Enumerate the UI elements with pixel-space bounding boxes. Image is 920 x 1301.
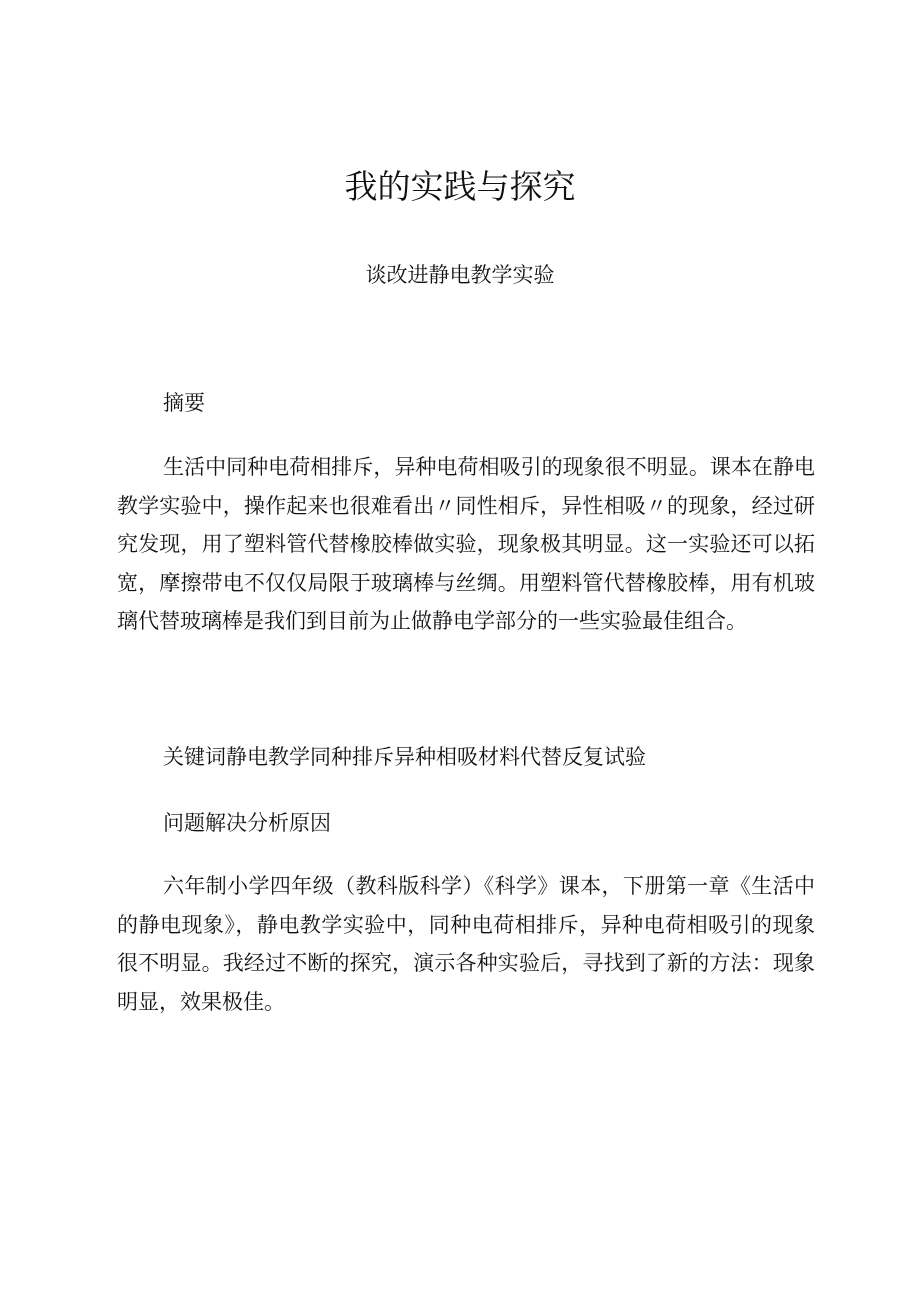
section-paragraph: 六年制小学四年级（教科版科学）《科学》课本，下册第一章《生活中的静电现象》，静电教学实验中，同种电荷相排斥，异种电荷相吸引的现象很不明显。我经过不断的探究，演示各种实验后，寻找到了新的方法：现象明显，效果极佳。	[117, 874, 815, 1014]
document-subtitle: 谈改进静电教学实验	[365, 263, 555, 287]
abstract-paragraph: 生活中同种电荷相排斥，异种电荷相吸引的现象很不明显。课本在静电教学实验中，操作起来也很难看出〃同性相斥，异性相吸〃的现象，经过研究发现，用了塑料管代替橡胶棒做实验，现象极其明显。这一实验还可以拓宽，摩擦带电不仅仅局限于玻璃棒与丝绸。用塑料管代替橡胶棒，用有机玻璃代替玻璃棒是我们到目前为止做静电学部分的一些实验最佳组合。	[117, 455, 815, 633]
abstract-heading: 摘要	[163, 391, 205, 415]
section-heading: 问题解决分析原因	[163, 811, 331, 835]
keywords-line: 关键词静电教学同种排斥异种相吸材料代替反复试验	[163, 745, 646, 769]
document-title: 我的实践与探究	[344, 167, 576, 206]
